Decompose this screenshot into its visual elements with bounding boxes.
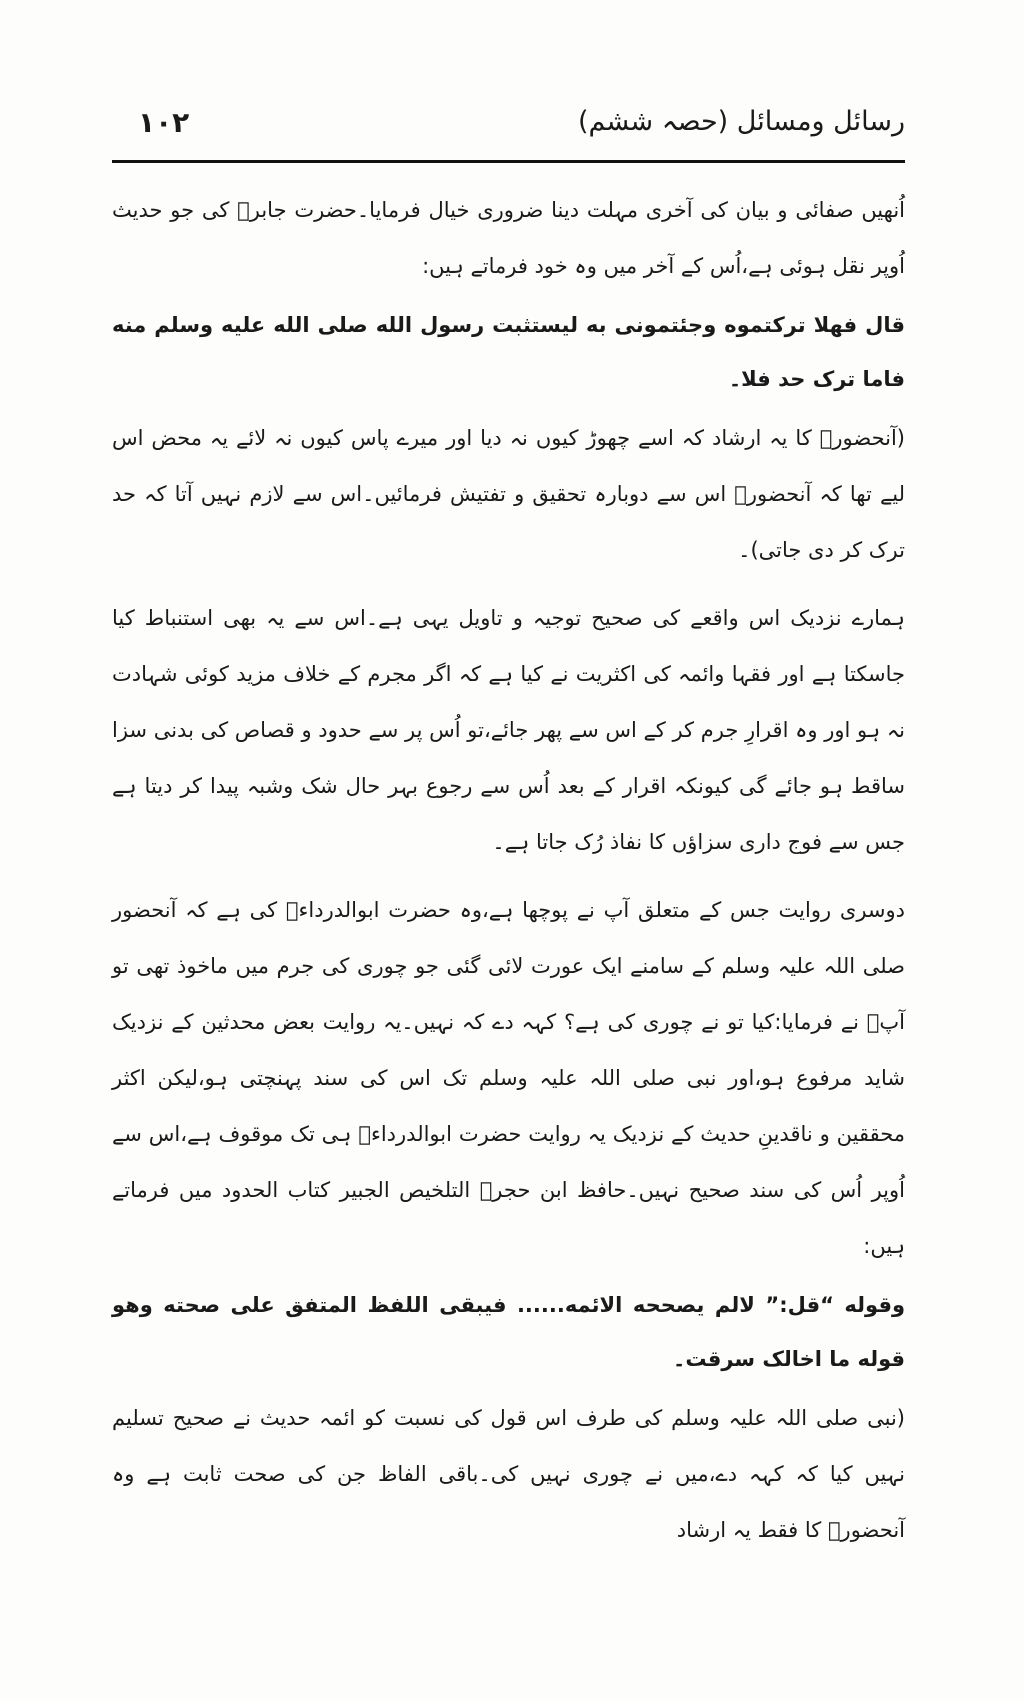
page-header [112, 100, 905, 158]
translation-talkhis: (نبی صلی اللہ علیہ وسلم کی طرف اس قول کی نسبت کو ائمہ حدیث نے صحیح تسلیم نہیں کیا کہ کہہ دے،میں نے چوری نہیں کی۔باقی الفاظ جن کی صحت ثابت ہے وہ آنحضورؐ کا فقط یہ ارشاد [112, 1406, 905, 1542]
page-number: ۱۰۲ [138, 106, 190, 139]
arabic-quote-hadith: قال فهلا تركتموه وجئتمونی به ليستثبت رسول الله صلی الله علیه وسلم منه فاما ترک حد فلا۔ [112, 313, 905, 391]
paragraph-intro: اُنھیں صفائی و بیان کی آخری مہلت دینا ضروری خیال فرمایا۔حضرت جابرؓ کی جو حدیث اُوپر نقل ہوئی ہے،اُس کے آخر میں وہ خود فرماتے ہیں: [112, 198, 905, 278]
arabic-quote-talkhis: وقوله “قل:” لالم یصححه الائمه...... فیبقی اللفظ المتفق علی صحته وهو قوله ما اخالک سرقت۔ [112, 1293, 905, 1371]
header-divider [112, 160, 905, 163]
running-title: رسائل ومسائل (حصہ ششم) [577, 106, 905, 137]
paragraph-interpretation: ہمارے نزدیک اس واقعے کی صحیح توجیہ و تاویل یہی ہے۔اس سے یہ بھی استنباط کیا جاسکتا ہے اور فقہا وائمہ کی اکثریت نے کیا ہے کہ اگر مجرم کے خلاف مزید کوئی شہادت نہ ہو اور وہ اقرارِ جرم کر کے اس سے پھر جائے،تو اُس پر سے حدود و قصاص کی بدنی سزا ساقط ہو جائے گی کیونکہ اقرار کے بعد اُس سے رجوع بہر حال شک وشبہ پیدا کر دیتا ہے جس سے فوج داری سزاؤں کا نفاذ رُک جاتا ہے۔ [112, 606, 905, 854]
translation-hadith: (آنحضورؐ کا یہ ارشاد کہ اسے چھوڑ کیوں نہ دیا اور میرے پاس کیوں نہ لائے یہ محض اس لیے تھا کہ آنحضورؐ اس سے دوبارہ تحقیق و تفتیش فرمائیں۔اس سے لازم نہیں آتا کہ حد ترک کر دی جاتی)۔ [112, 426, 905, 562]
paragraph-second-narration: دوسری روایت جس کے متعلق آپ نے پوچھا ہے،وہ حضرت ابوالدرداءؓ کی ہے کہ آنحضور صلی اللہ علیہ وسلم کے سامنے ایک عورت لائی گئی جو چوری کی جرم میں ماخوذ تھی تو آپؐ نے فرمایا:کیا تو نے چوری کی ہے؟ کہہ دے کہ نہیں۔یہ روایت بعض محدثین کے نزدیک شاید مرفوع ہو،اور نبی صلی اللہ علیہ وسلم تک اس کی سند پہنچتی ہو،لیکن اکثر محققین و ناقدینِ حدیث کے نزدیک یہ روایت حضرت ابوالدرداءؓ ہی تک موقوف ہے،اس سے اُوپر اُس کی سند صحیح نہیں۔حافظ ابن حجرؒ التلخیص الجبیر کتاب الحدود میں فرماتے ہیں: [112, 898, 905, 1258]
page-body [112, 182, 905, 1558]
